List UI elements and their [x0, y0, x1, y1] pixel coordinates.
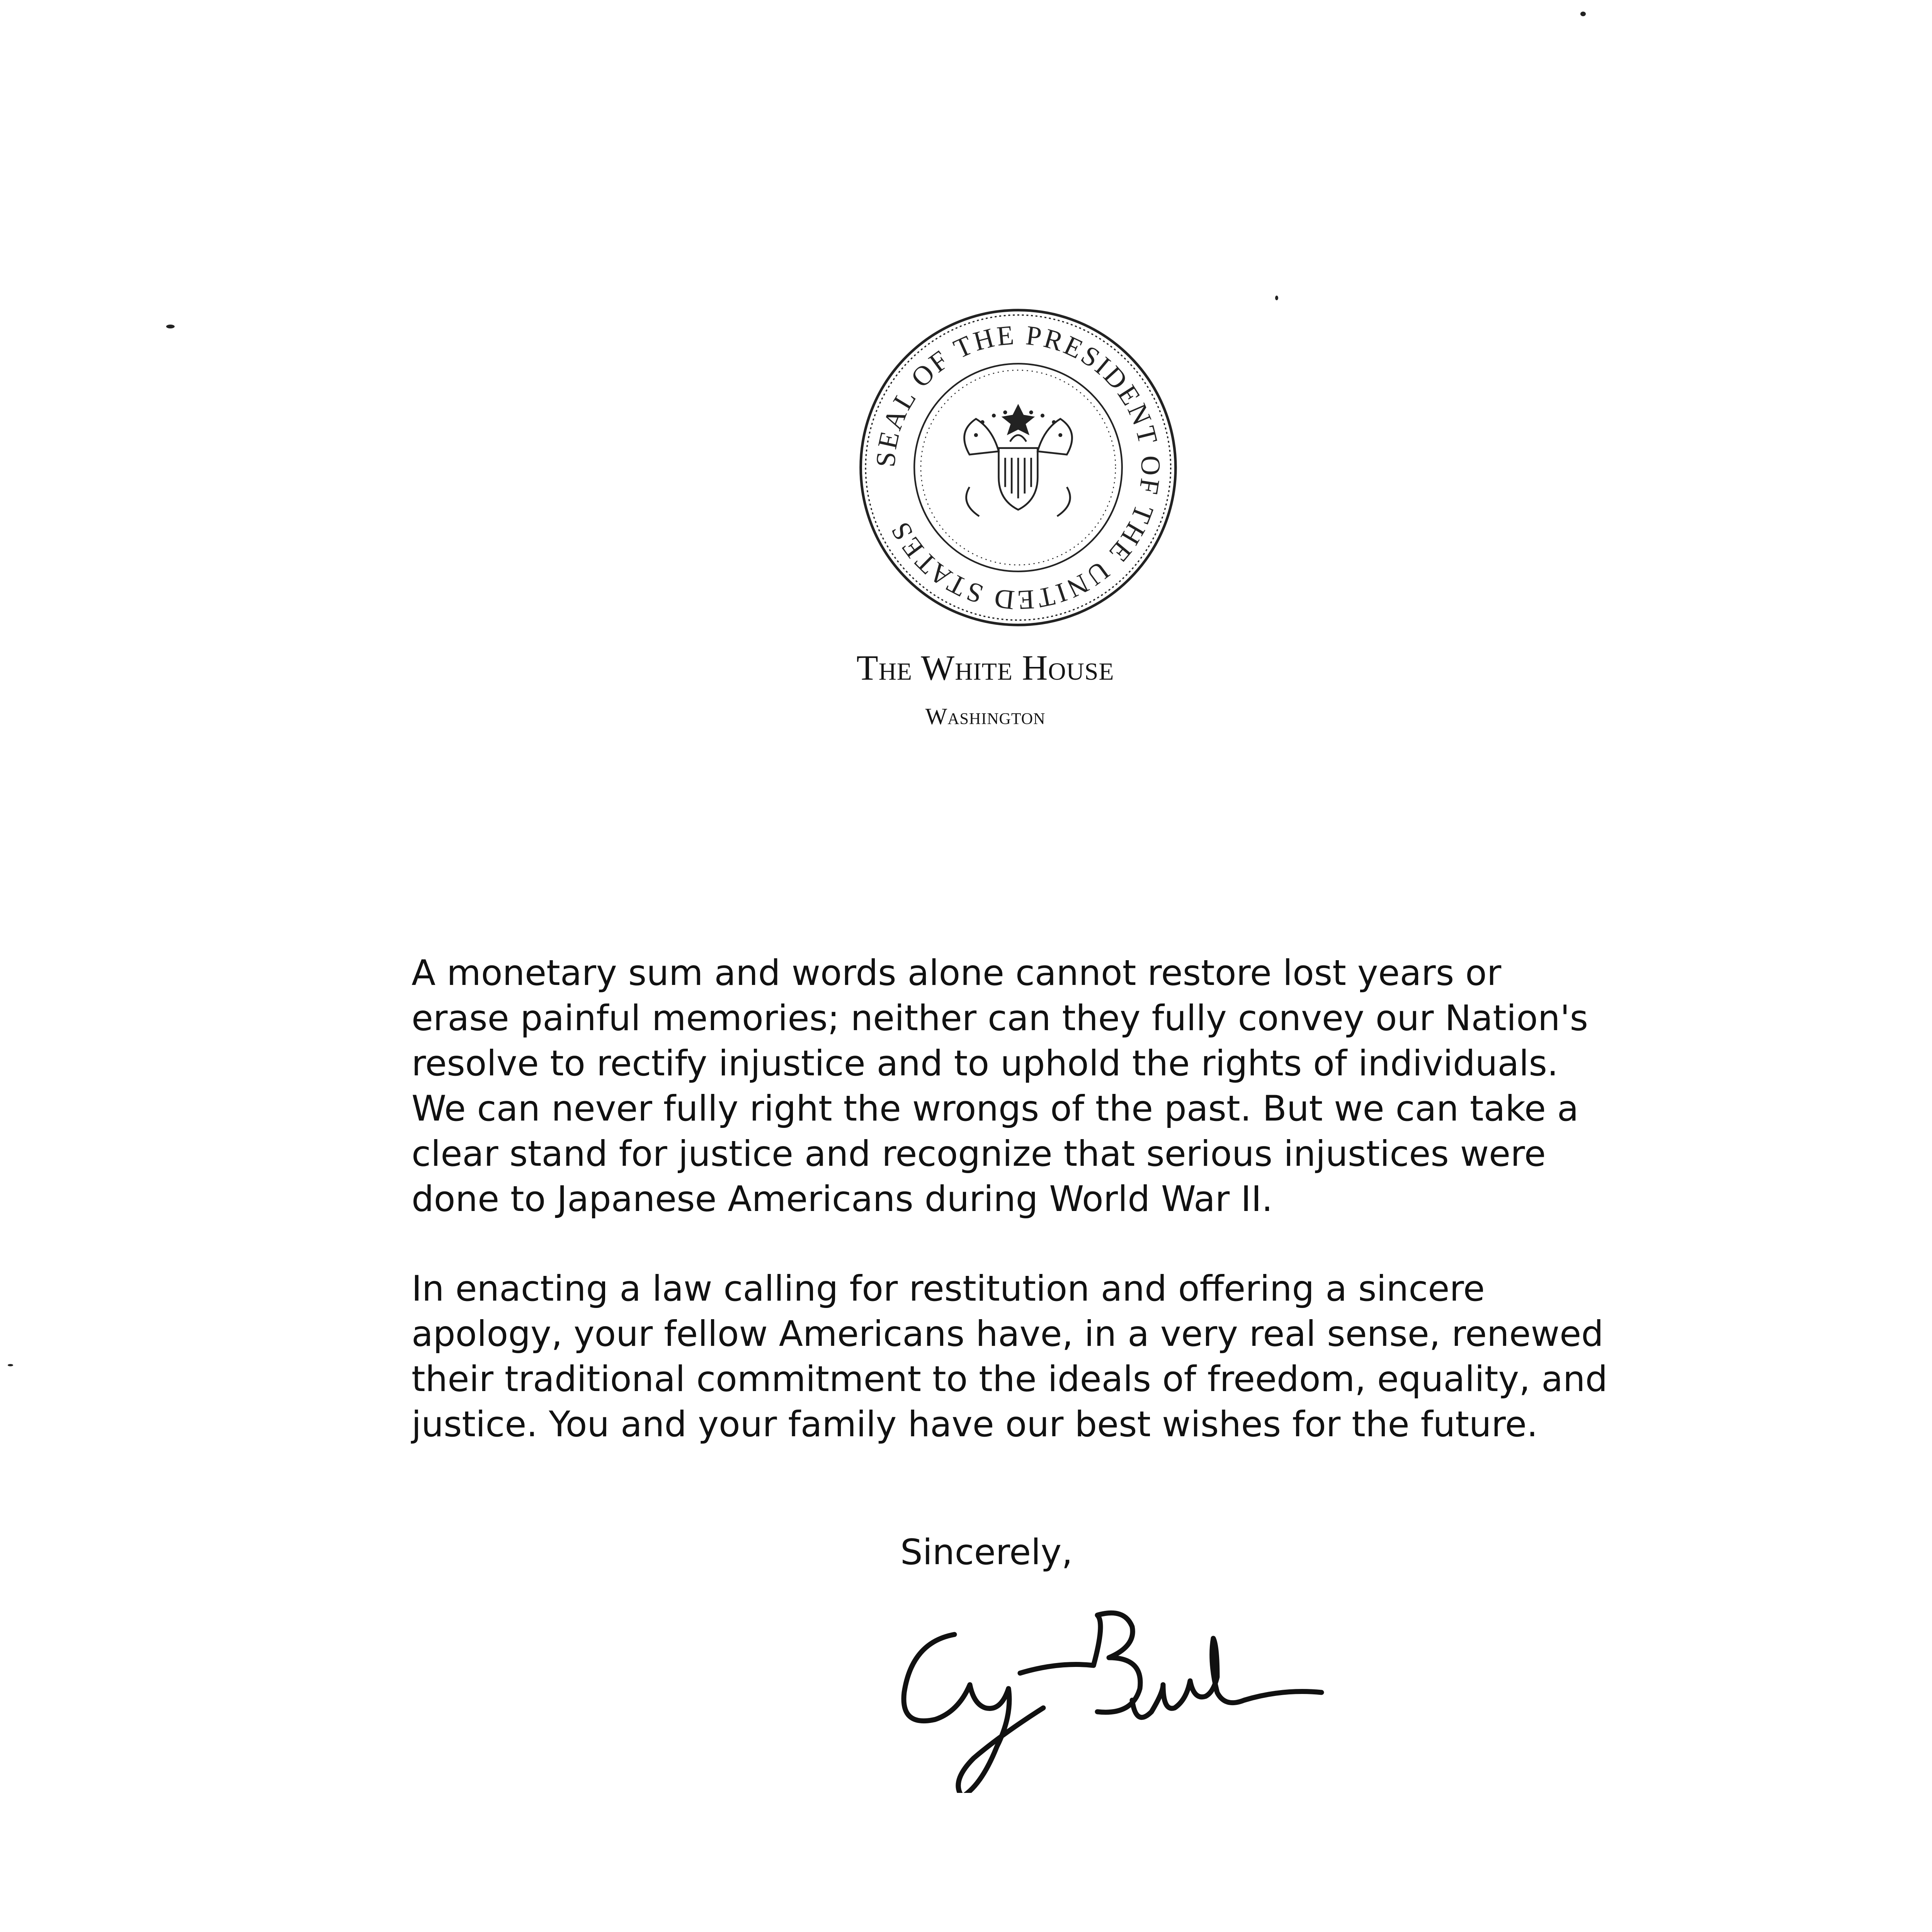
body-line: In enacting a law calling for restitution and offering a sincere — [412, 1269, 1485, 1309]
body-paragraph-1 — [412, 951, 1617, 1222]
body-line: resolve to rectify injustice and to uphold the rights of individuals. — [412, 1043, 1558, 1084]
body-paragraph-2 — [412, 1266, 1617, 1447]
body-line: justice. You and your family have our best wishes for the future. — [412, 1404, 1538, 1445]
body-line: apology, your fellow Americans have, in a very real sense, renewed — [412, 1314, 1604, 1354]
body-line: erase painful memories; neither can they fully convey our Nation's — [412, 998, 1588, 1039]
body-line: clear stand for justice and recognize that serious injustices were — [412, 1134, 1546, 1174]
scan-speck — [8, 1364, 13, 1366]
scan-speck — [166, 325, 175, 328]
scan-speck — [1580, 12, 1586, 16]
presidential-seal-icon — [856, 305, 1180, 630]
body-line: their traditional commitment to the ideals of freedom, equality, and — [412, 1359, 1608, 1400]
body-line: A monetary sum and words alone cannot restore lost years or — [412, 953, 1502, 993]
letterhead-title: The White House — [856, 648, 1114, 687]
closing-salutation: Sincerely, — [900, 1532, 1073, 1573]
body-line: We can never fully right the wrongs of the past. But we can take a — [412, 1088, 1579, 1129]
seal-ring-text: SEAL OF THE PRESIDENT OF THE UNITED STATES — [870, 320, 1166, 616]
letterhead-subtitle: Washington — [925, 704, 1046, 729]
body-line: done to Japanese Americans during World War II. — [412, 1179, 1273, 1219]
scan-speck — [1275, 296, 1278, 300]
signature-icon — [885, 1592, 1387, 1793]
